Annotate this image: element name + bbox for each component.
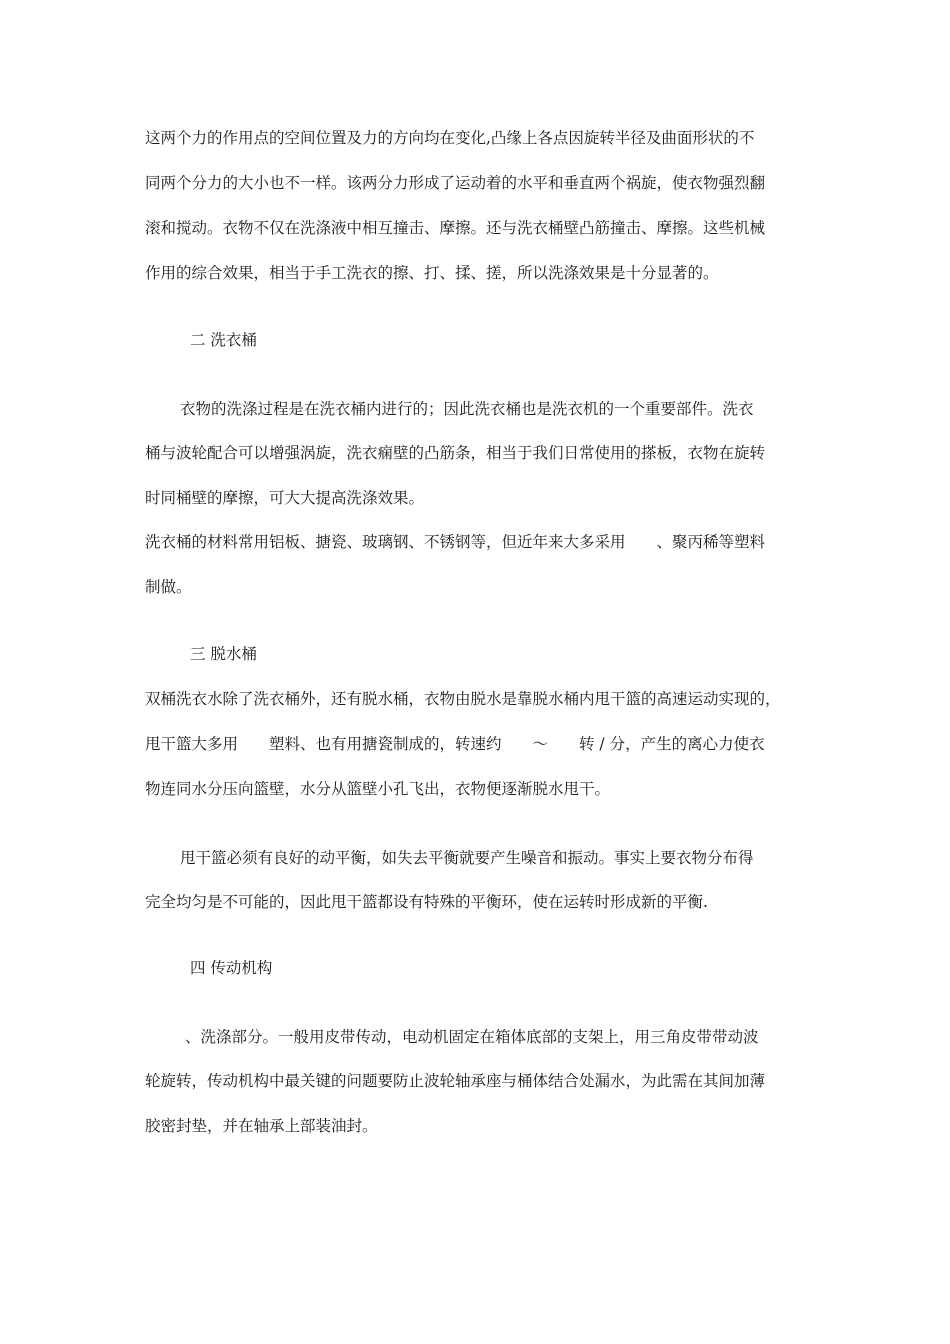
paragraph1-line2: 同两个分力的大小也不一样。该两分力形成了运动着的水平和垂直两个祸旋，使衣物强烈翻 — [145, 174, 766, 192]
paragraph2-line5: 制做。 — [145, 578, 192, 596]
paragraph2-line1: 衣物的洗涤过程是在洗衣桶内进行的；因此洗衣桶也是洗衣机的一个重要部件。洗衣 — [180, 400, 754, 418]
paragraph4-line2: 完全均匀是不可能的，因此甩干篮都设有特殊的平衡环，使在运转时形成新的平衡. — [145, 893, 708, 911]
paragraph1-line3: 滚和搅动。衣物不仅在洗涤液中相互撞击、摩擦。还与洗衣桶壁凸筋撞击、摩擦。这些机械 — [145, 219, 766, 237]
paragraph2-line4: 洗衣桶的材料常用铝板、搪瓷、玻璃钢、不锈钢等，但近年来大多采用 、聚丙稀等塑料 — [145, 533, 766, 551]
paragraph4-line1: 甩干篮必须有良好的动平衡，如失去平衡就要产生噪音和振动。事实上要衣物分布得 — [180, 849, 754, 867]
section-heading-washing-tub: 二 洗衣桶 — [190, 331, 257, 349]
paragraph1-line1: 这两个力的作用点的空间位置及力的方向均在变化,凸缘上各点因旋转半径及曲面形状的不 — [145, 129, 755, 147]
paragraph2-line3: 时同桶壁的摩擦，可大大提高洗涤效果。 — [145, 489, 425, 507]
paragraph5-line2: 轮旋转，传动机构中最关键的问题要防止波轮轴承座与桶体结合处漏水，为此需在其间加薄 — [145, 1072, 766, 1090]
paragraph2-line2: 桶与波轮配合可以增强涡旋，洗衣痫壁的凸筋条，相当于我们日常使用的搽板，衣物在旋转 — [145, 444, 766, 462]
paragraph3-line2: 甩干篮大多用 塑料、也有用搪瓷制成的，转速约 ～ 转 / 分，产生的离心力使衣 — [145, 735, 765, 753]
section-heading-spin-tub: 三 脱水桶 — [190, 645, 257, 663]
paragraph3-line1: 双桶洗衣水除了洗衣桶外，还有脱水桶，衣物由脱水是靠脱水桶内甩干篮的高速运动实现的， — [145, 690, 781, 708]
paragraph1-line4: 作用的综合效果，相当于手工洗衣的擦、打、揉、搓，所以洗涤效果是十分显著的。 — [145, 264, 719, 282]
paragraph3-line3: 物连同水分压向篮壁，水分从篮壁小孔飞出，衣物便逐渐脱水甩干。 — [145, 780, 611, 798]
paragraph5-line1: 、洗涤部分。一般用皮带传动，电动机固定在箱体底部的支架上，用三角皮带带动波 — [185, 1028, 759, 1046]
section-heading-transmission: 四 传动机构 — [190, 959, 273, 977]
paragraph5-line3: 胶密封垫，并在轴承上部装油封。 — [145, 1117, 378, 1135]
